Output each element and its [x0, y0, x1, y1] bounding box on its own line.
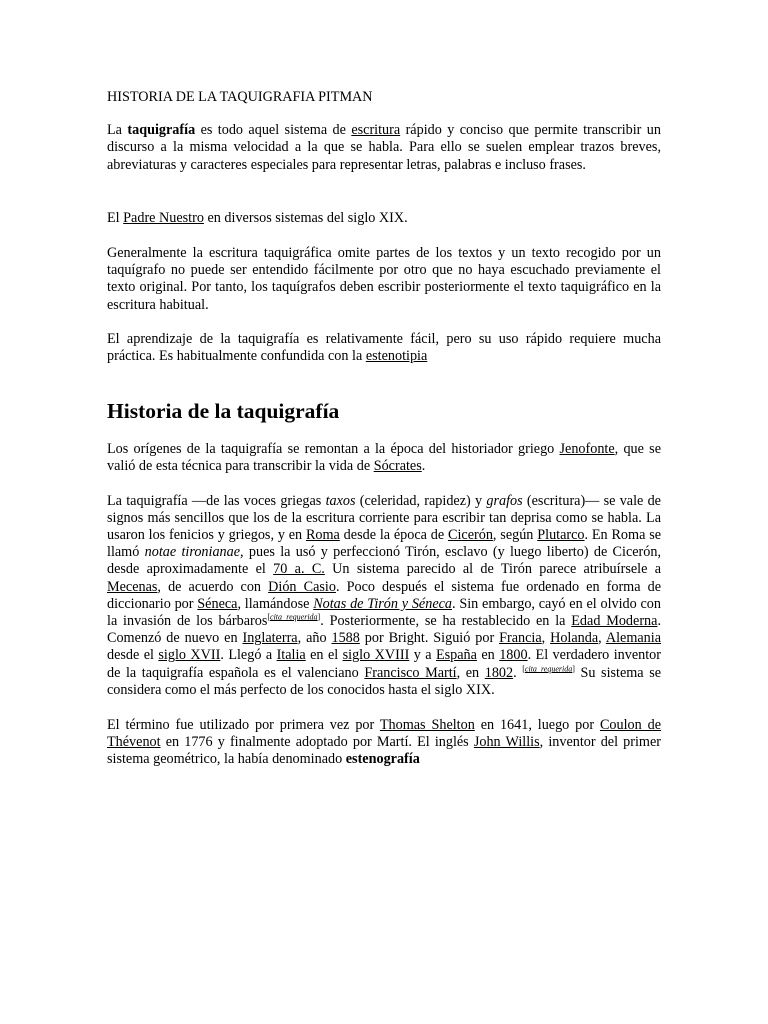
link-alemania[interactable]: Alemania — [605, 630, 662, 647]
link-inglaterra[interactable]: Inglaterra — [242, 630, 298, 647]
link-seneca[interactable]: Séneca — [197, 595, 238, 612]
citation-needed: [cita requerida] — [522, 663, 575, 673]
paragraph-escritura-taquigrafica: Generalmente la escritura taquigráfica omite partes de los textos y un texto recogido por un taquígrafo no puede ser entendido fácilmente por otro que no haya escuchado previamente el texto original. Por tanto, los taquígrafos deben escribir posteriormente el texto taquigráfico en la escritura habitual. — [107, 245, 661, 313]
link-1800[interactable]: 1800 — [499, 647, 528, 664]
link-siglo-xvii[interactable]: siglo XVII — [158, 647, 221, 664]
link-coulon-de-thevenot[interactable]: Coulon de Thévenot — [107, 717, 661, 751]
link-padre-nuestro[interactable]: Padre Nuestro — [123, 209, 204, 226]
link-estenotipia[interactable]: estenotipia — [365, 348, 428, 365]
link-jenofonte[interactable]: Jenofonte — [559, 441, 615, 458]
link-70-ac[interactable]: 70 a. C. — [273, 561, 325, 578]
link-1588[interactable]: 1588 — [331, 630, 360, 647]
link-espana[interactable]: España — [435, 647, 477, 664]
citation-needed: [cita requerida] — [267, 612, 321, 622]
link-roma[interactable]: Roma — [305, 527, 340, 544]
term-taxos: taxos — [325, 492, 356, 509]
term-estenografia: estenografía — [345, 751, 420, 768]
link-dion-casio[interactable]: Dión Casio — [268, 578, 336, 595]
citation-needed-link[interactable]: cita requerida — [524, 663, 573, 673]
paragraph-termino: El término fue utilizado por primera vez por Thomas Shelton en 1641, luego por Coulon de Thévenot en 1776 y finalmente adoptado por Martí. El inglés John Willis, inventor del primer sistema geométrico, la había denominado estenografía — [107, 717, 661, 768]
link-francisco-marti[interactable]: Francisco Martí — [364, 664, 457, 681]
link-siglo-xviii[interactable]: siglo XVIII — [342, 647, 410, 664]
link-john-willis[interactable]: John Willis — [473, 734, 540, 751]
term-notae-tironianae: notae tironianae, — [144, 544, 244, 561]
link-plutarco[interactable]: Plutarco — [537, 527, 585, 544]
link-italia[interactable]: Italia — [276, 647, 306, 664]
section-heading-historia: Historia de la taquigrafía — [107, 399, 340, 424]
link-thomas-shelton[interactable]: Thomas Shelton — [379, 717, 475, 734]
paragraph-taquigrafia-historia: La taquigrafía —de las voces griegas taxos (celeridad, rapidez) y grafos (escritura)— se vale de signos más sencillos que los de la escritura corriente para escribir tan deprisa como se habla. La usaron los fenicios y griegos, y en Roma desde la época de Cicerón, según Plutarco. En Roma se llamó notae tironianae, pues la usó y perfeccionó Tirón, esclavo (y luego liberto) de Cicerón, desde aproximadamente el 70 a. C. Un sistema parecido al de Tirón parece atribuírsele a Mecenas, de acuerdo con Dión Casio. Poco después el sistema fue ordenado en forma de diccionario por Séneca, llamándose Notas de Tirón y Séneca. Sin embargo, cayó en el olvido con la invasión de los bárbaros[cita requerida]. Posteriormente, se ha restablecido en la Edad Moderna. Comenzó de nuevo en Inglaterra, año 1588 por Bright. Siguió por Francia, Holanda, Alemania desde el siglo XVII. Llegó a Italia en el siglo XVIII y a España en 1800. El verdadero inventor de la taquigrafía española es el valenciano Francisco Martí, en 1802. [cita requerida] Su sistema se considera como el más perfecto de los conocidos hasta el siglo XIX. — [107, 492, 662, 698]
link-francia[interactable]: Francia — [499, 630, 542, 647]
term-taquigrafia: taquigrafía — [127, 122, 196, 139]
paragraph-origenes: Los orígenes de la taquigrafía se remontan a la época del historiador griego Jenofonte, que se valió de esta técnica para transcribir la vida de Sócrates. — [107, 441, 661, 475]
link-holanda[interactable]: Holanda — [550, 630, 599, 647]
link-edad-moderna[interactable]: Edad Moderna — [571, 613, 658, 630]
link-ciceron[interactable]: Cicerón — [448, 527, 493, 544]
paragraph-padre-nuestro: El Padre Nuestro en diversos sistemas del siglo XIX. — [107, 209, 408, 226]
document-title: HISTORIA DE LA TAQUIGRAFIA PITMAN — [107, 89, 373, 105]
link-socrates[interactable]: Sócrates — [373, 458, 422, 475]
paragraph-definition: La taquigrafía es todo aquel sistema de escritura rápido y conciso que permite transcribir un discurso a la misma velocidad a la que se habla. Para ello se suelen emplear trazos breves, abreviaturas y caracteres especiales para representar letras, palabras e incluso frases. — [107, 122, 661, 173]
term-grafos: grafos — [486, 492, 523, 509]
link-escritura[interactable]: escritura — [351, 122, 401, 139]
link-1802[interactable]: 1802 — [484, 664, 514, 681]
link-mecenas[interactable]: Mecenas — [107, 578, 158, 595]
paragraph-aprendizaje: El aprendizaje de la taquigrafía es relativamente fácil, pero su uso rápido requiere mucha práctica. Es habitualmente confundida con la estenotipia — [107, 330, 661, 365]
citation-needed-link[interactable]: cita requerida — [270, 612, 318, 622]
link-notas-de-tiron[interactable]: Notas de Tirón y Séneca — [313, 595, 453, 612]
